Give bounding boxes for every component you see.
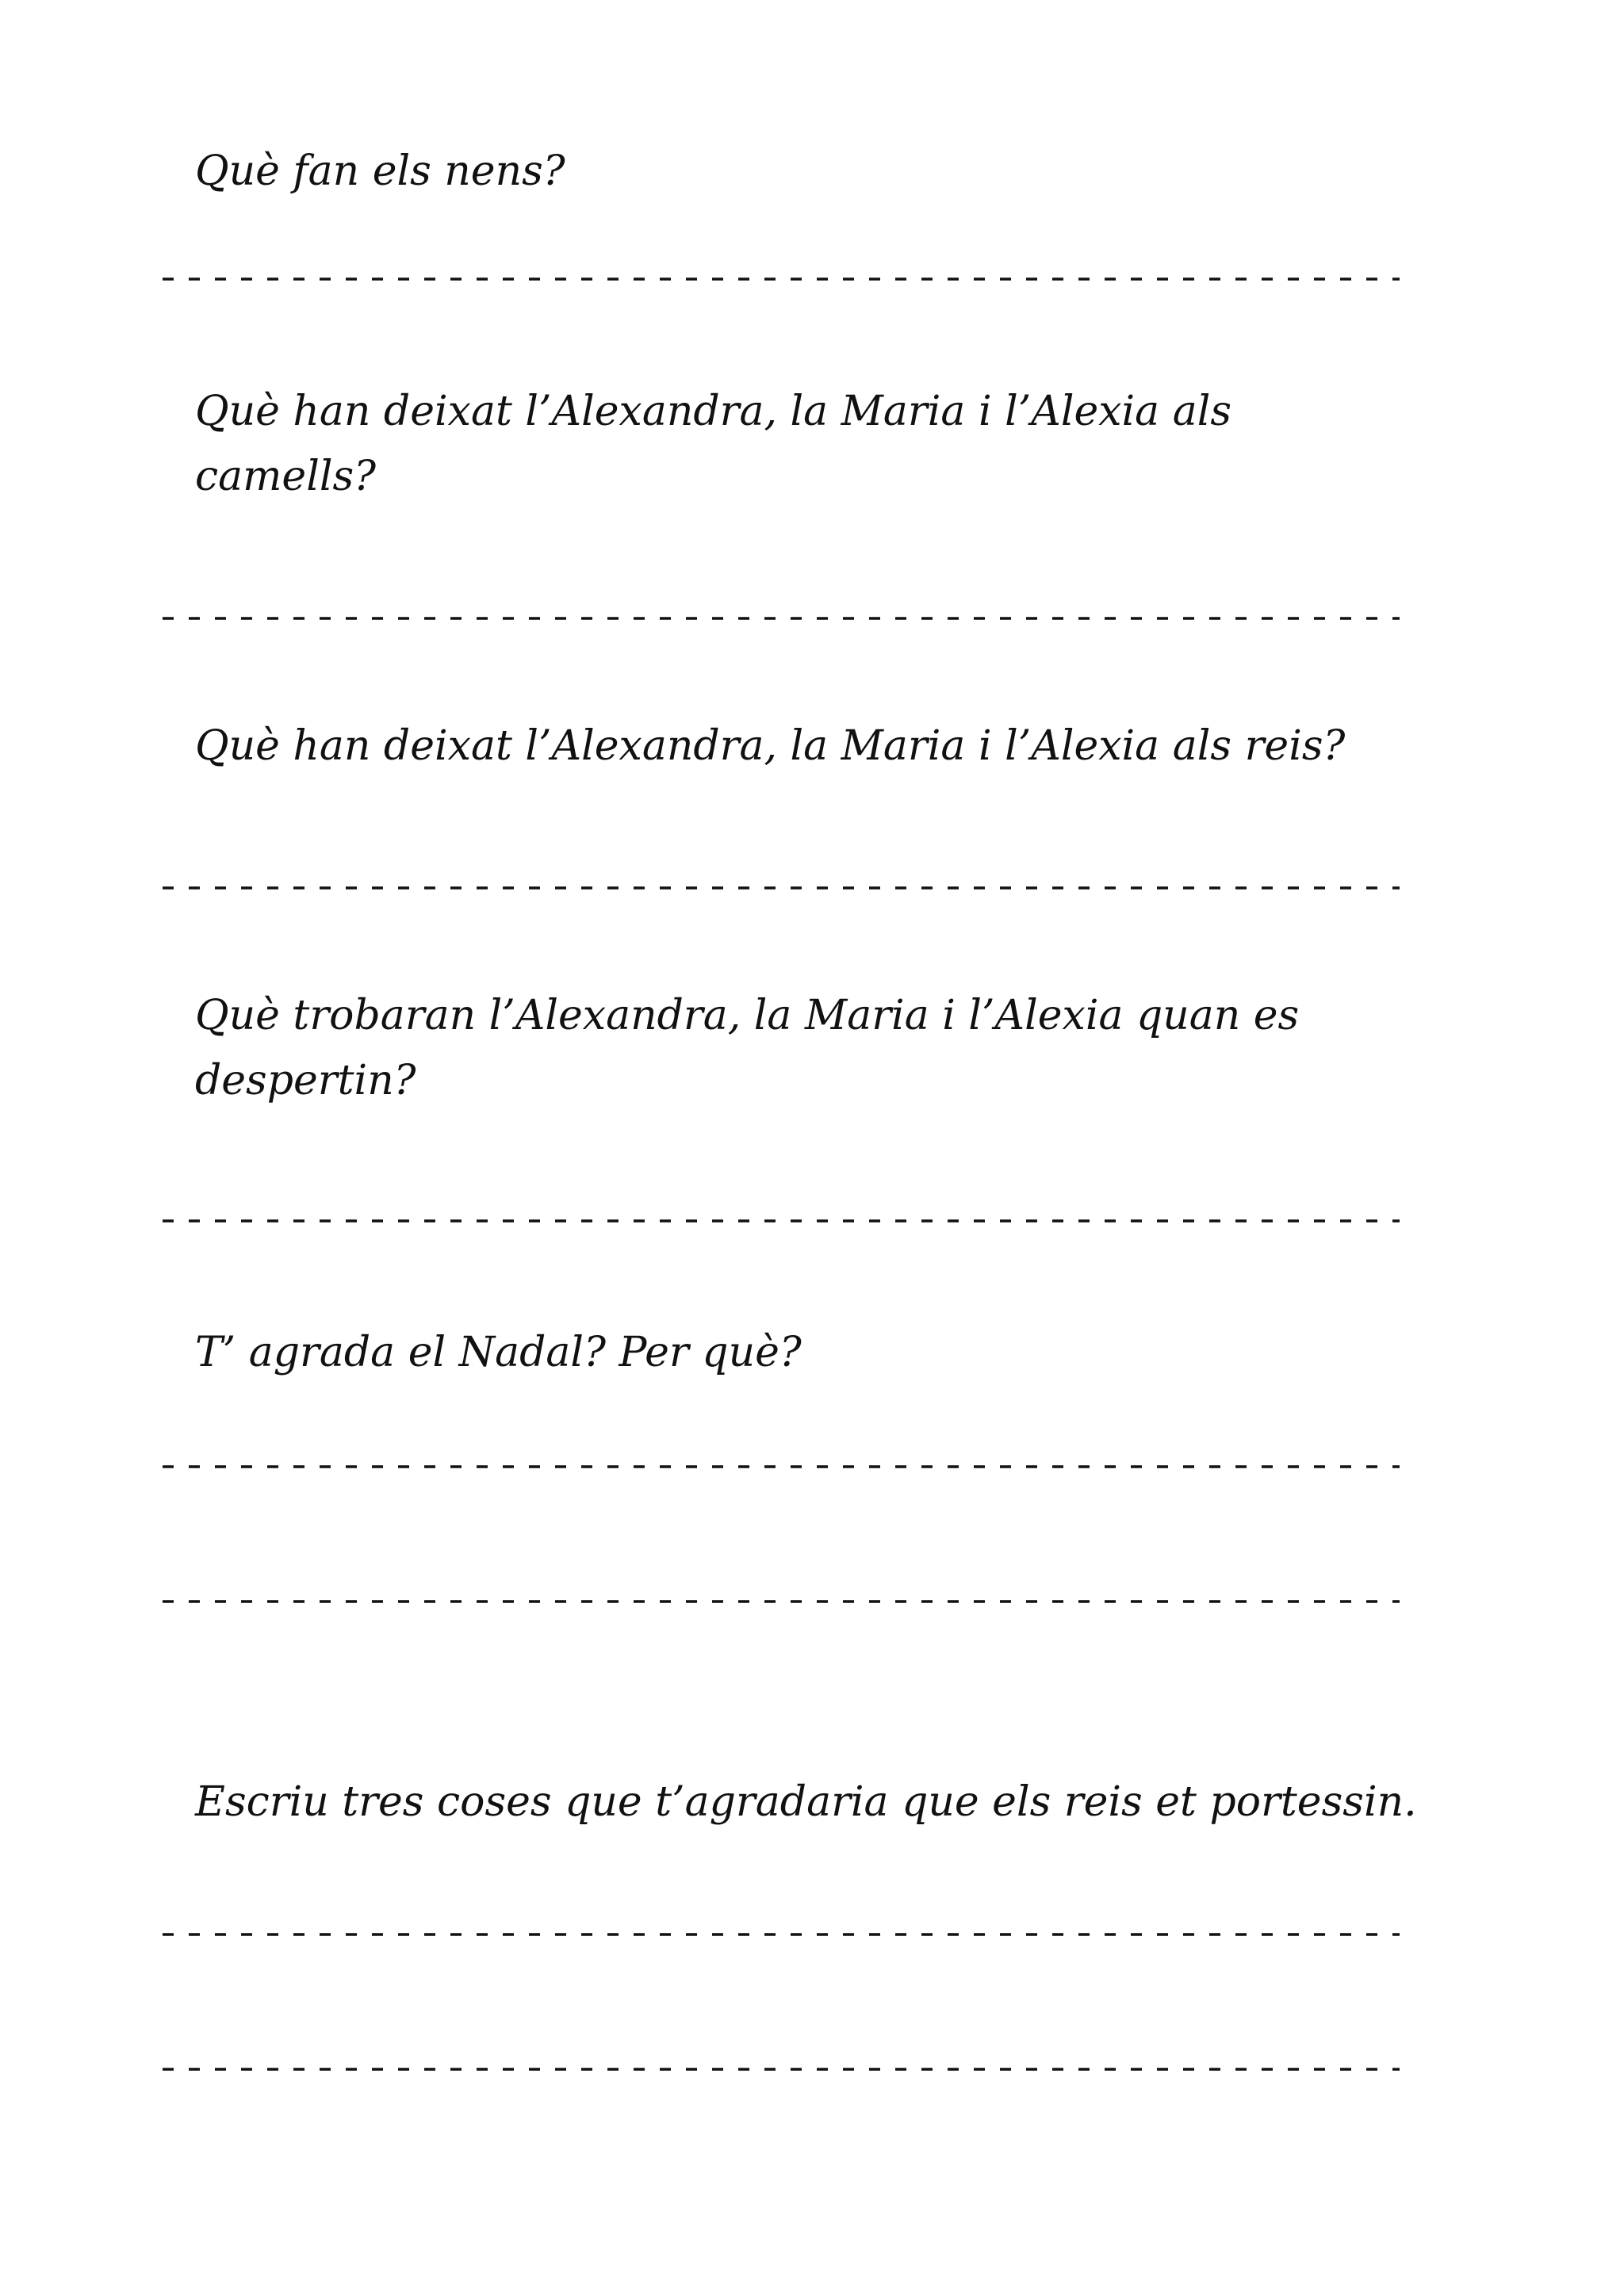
answer-line-5a[interactable] <box>163 1455 1400 1479</box>
question-6: Escriu tres coses que t’agradaria que els reis et portessin. <box>195 1778 1417 1826</box>
answer-line-5b[interactable] <box>163 1590 1400 1613</box>
answer-line-4[interactable] <box>163 1209 1400 1233</box>
question-2: Què han deixat l’Alexandra, la Maria i l’Alexia als camells? <box>195 388 1245 500</box>
question-1: Què fan els nens? <box>195 147 565 195</box>
answer-line-6a[interactable] <box>163 1923 1400 1946</box>
answer-line-3[interactable] <box>163 876 1400 900</box>
answer-line-6b[interactable] <box>163 2057 1400 2081</box>
question-4: Què trobaran l’Alexandra, la Maria i l’Alexia quan es despertin? <box>195 992 1312 1104</box>
question-5: T’ agrada el Nadal? Per què? <box>195 1329 802 1376</box>
answer-line-1[interactable] <box>163 267 1400 291</box>
question-3: Què han deixat l’Alexandra, la Maria i l’Alexia als reis? <box>195 722 1346 770</box>
answer-line-2[interactable] <box>163 607 1400 630</box>
